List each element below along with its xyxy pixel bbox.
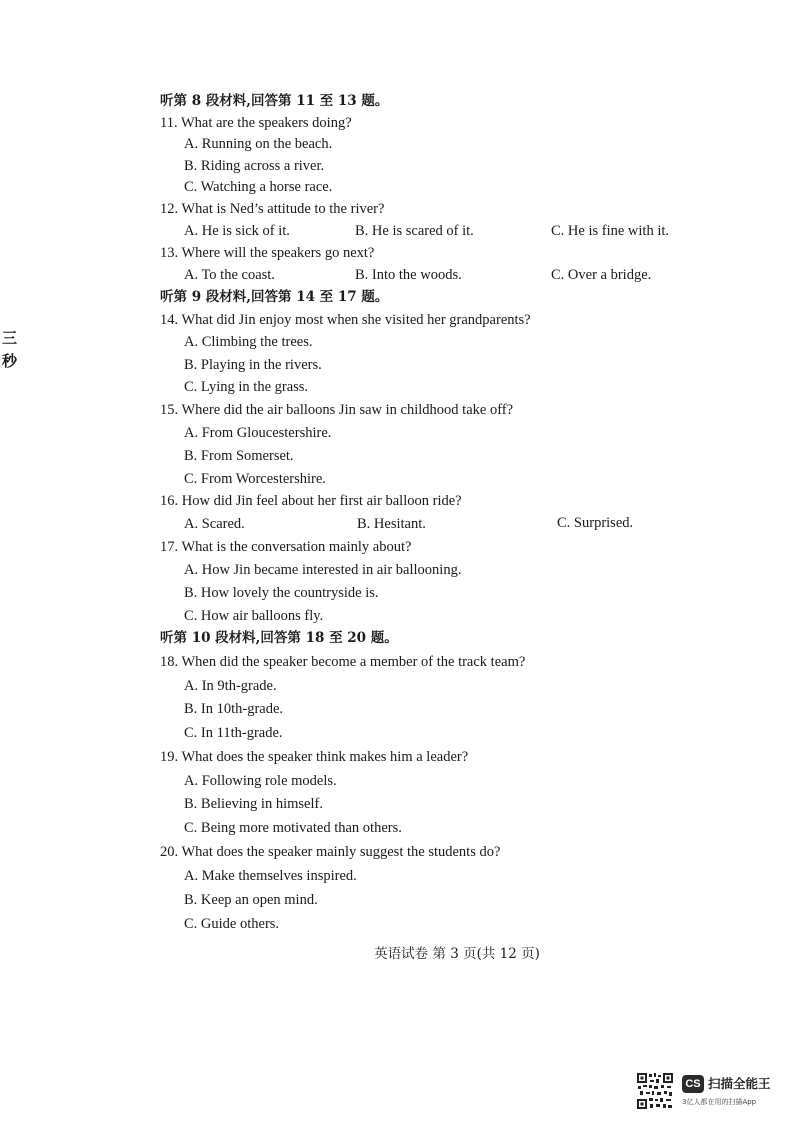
option: C. Watching a horse race. [184,179,333,195]
page-footer [0,942,794,963]
section-header: 听第 8 段材料,回答第 11 至 13 题。 [160,93,389,109]
question: 18. When did the speaker become a member of the track team? [160,654,526,670]
option: B. Believing in himself. [184,796,323,812]
qr-code-icon [636,1072,674,1110]
option: A. To the coast. [184,267,275,283]
question: 20. What does the speaker mainly suggest the students do? [160,844,501,860]
app-tagline: 3亿人都在用的扫描App [682,1098,757,1106]
question: 15. Where did the air balloons Jin saw in childhood take off? [160,402,514,418]
margin-char: 三 [2,329,18,347]
question: 11. What are the speakers doing? [160,115,352,131]
question: 16. How did Jin feel about her first air balloon ride? [160,493,462,509]
option: B. How lovely the countryside is. [184,585,379,601]
question: 19. What does the speaker think makes him a leader? [160,749,469,765]
option: C. Over a bridge. [551,267,652,283]
question: 14. What did Jin enjoy most when she visited her grandparents? [160,312,531,328]
question: 17. What is the conversation mainly about? [160,539,412,555]
scanner-watermark [636,1072,786,1112]
option: A. In 9th-grade. [184,678,277,694]
margin-char: 秒 [2,352,18,370]
option: C. Lying in the grass. [184,379,309,395]
option: C. How air balloons fly. [184,608,324,624]
question: 13. Where will the speakers go next? [160,245,375,261]
option: A. How Jin became interested in air ballooning. [184,562,462,578]
option: C. Being more motivated than others. [184,820,402,836]
section-header: 听第 9 段材料,回答第 14 至 17 题。 [160,289,389,305]
option: B. From Somerset. [184,448,294,464]
option: A. Running on the beach. [184,136,333,152]
section-header: 听第 10 段材料,回答第 18 至 20 题。 [160,630,398,646]
option: A. Following role models. [184,773,337,789]
option: C. Surprised. [557,515,634,531]
option: A. Make themselves inspired. [184,868,357,884]
option: A. Climbing the trees. [184,334,313,350]
question: 12. What is Ned’s attitude to the river? [160,201,385,217]
option: C. He is fine with it. [551,223,670,239]
option: B. Keep an open mind. [184,892,318,908]
option: C. From Worcestershire. [184,471,326,487]
option: A. He is sick of it. [184,223,290,239]
option: B. He is scared of it. [355,223,474,239]
option: B. Playing in the rivers. [184,357,322,373]
option: A. Scared. [184,516,245,532]
option: B. Riding across a river. [184,158,325,174]
page-number: 英语试卷 第 3 页(共 12 页) [374,946,540,962]
option: B. Into the woods. [355,267,462,283]
option: C. In 11th-grade. [184,725,283,741]
camscanner-logo: CS [682,1075,704,1093]
option: B. In 10th-grade. [184,701,284,717]
option: A. From Gloucestershire. [184,425,332,441]
app-name: 扫描全能王 [708,1076,771,1091]
option: C. Guide others. [184,916,280,932]
option: B. Hesitant. [357,516,426,532]
